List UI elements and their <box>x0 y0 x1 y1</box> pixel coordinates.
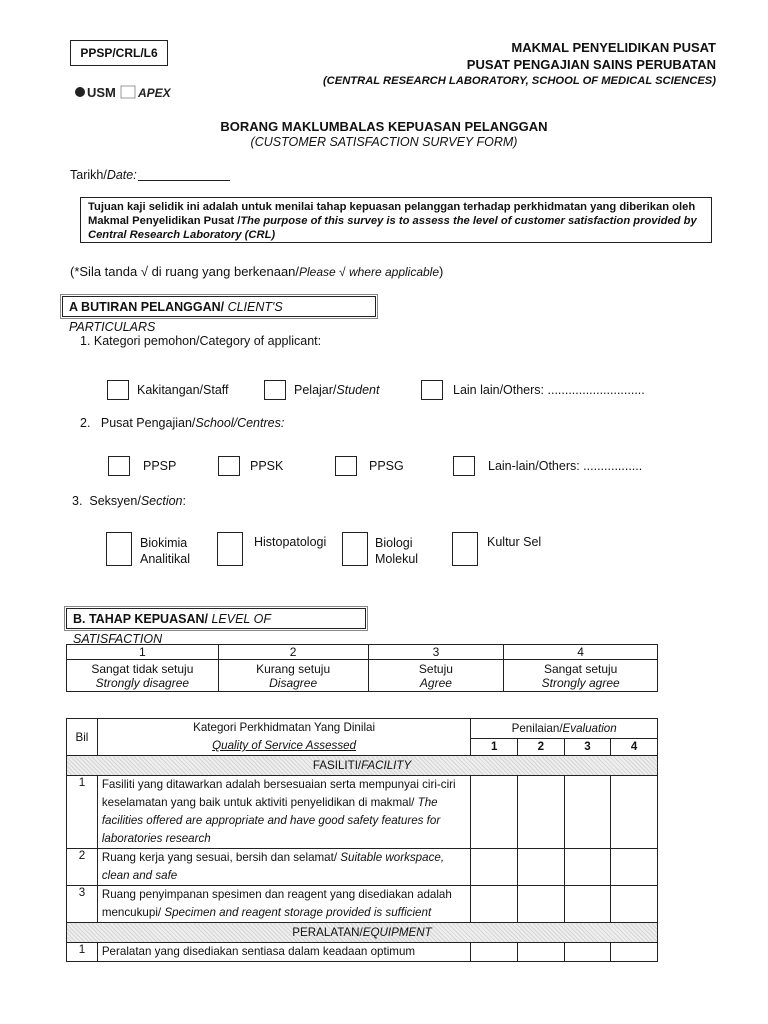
q3-text-ms: Seksyen/ <box>89 494 141 508</box>
row-text-ms: Ruang kerja yang sesuai, bersih dan selamat/ <box>101 851 338 864</box>
row-num: 3 <box>67 886 98 923</box>
col-eval-en: Evaluation <box>562 721 617 735</box>
category-facility-ms: FASILITI/ <box>312 759 362 772</box>
instruction-en: Please √ where applicable <box>299 265 440 279</box>
row-text-ms: Fasiliti yang ditawarkan adalah bersesuaian serta mempunyai ciri-ciri keselamatan yang baik untuk aktiviti penyelidikan di makmal/ <box>101 778 456 809</box>
option-student <box>294 383 379 397</box>
row-num: 1 <box>67 943 98 962</box>
option-biologi-line2: Molekul <box>375 552 419 566</box>
intro-box <box>80 197 712 243</box>
option-others-school: Lain-lain/Others: ................. <box>488 459 643 473</box>
rating-cell-1[interactable] <box>471 886 518 923</box>
option-biologi-molekul <box>375 535 418 567</box>
option-student-en: Student <box>336 383 380 397</box>
row-num: 1 <box>67 776 98 849</box>
eval-num-2: 2 <box>518 738 565 755</box>
rating-cell-4[interactable] <box>611 849 658 886</box>
eval-num-4: 4 <box>611 738 658 755</box>
table-row <box>67 776 658 849</box>
form-code-box <box>70 40 168 66</box>
org-line-3: (CENTRAL RESEARCH LABORATORY, SCHOOL OF MEDICAL SCIENCES) <box>322 75 716 87</box>
section-b-label-ms: B. TAHAP KEPUASAN/ <box>73 612 208 626</box>
q1-text: 1. Kategori pemohon/Category of applicant: <box>80 334 322 348</box>
option-staff: Kakitangan/Staff <box>137 383 229 397</box>
table-row <box>67 886 658 923</box>
scale-label-cell <box>504 660 658 692</box>
form-title: BORANG MAKLUMBALAS KEPUASAN PELANGGAN <box>220 119 548 134</box>
instruction-ms: (*Sila tanda √ di ruang yang berkenaan/ <box>70 264 300 279</box>
row-text <box>97 776 471 849</box>
row-text-ms: Ruang penyimpanan spesimen dan reagent yang disediakan adalah mencukupi/ <box>101 888 452 919</box>
section-a-heading <box>62 296 376 334</box>
option-biologi-line1: Biologi <box>375 536 413 550</box>
date-label-ms: Tarikh/ <box>70 168 107 182</box>
option-biokimia <box>140 535 190 567</box>
scale-label-cell <box>368 660 504 692</box>
scale-num: 3 <box>368 645 504 660</box>
scale-num: 4 <box>504 645 658 660</box>
rating-cell-2[interactable] <box>518 886 565 923</box>
row-text <box>97 943 471 962</box>
q3-text-en: Section <box>140 494 183 508</box>
date-input-line[interactable] <box>138 180 230 181</box>
category-row-equipment <box>67 923 658 943</box>
instruction <box>70 264 443 279</box>
rating-cell-2[interactable] <box>518 849 565 886</box>
satisfaction-scale-table <box>66 644 658 692</box>
category-equipment <box>67 923 658 943</box>
scale-label-row <box>67 660 658 692</box>
form-subtitle: (CUSTOMER SATISFACTION SURVEY FORM) <box>250 135 518 149</box>
section-a-label-ms: A BUTIRAN PELANGGAN/ <box>69 300 225 314</box>
checkbox-biologi-molekul[interactable] <box>342 532 368 566</box>
eval-num-3: 3 <box>564 738 611 755</box>
scale-label-en: Strongly agree <box>541 675 620 690</box>
option-ppsk: PPSK <box>250 459 284 473</box>
org-line-2: PUSAT PENGAJIAN SAINS PERUBATAN <box>466 57 716 72</box>
option-biokimia-line2: Analitikal <box>140 552 191 566</box>
q3-text <box>72 494 186 508</box>
section-a-label-en: CLIENT'S PARTICULARS <box>69 300 283 334</box>
category-facility-en: FACILITY <box>361 759 412 772</box>
row-text-ms: Peralatan yang disediakan sentiasa dalam keadaan optimum <box>101 945 416 958</box>
table-header-row-1 <box>67 719 658 739</box>
checkbox-biokimia[interactable] <box>106 532 132 566</box>
q2-text <box>80 416 284 430</box>
date-row <box>70 168 137 182</box>
col-category-en: Quality of Service Assessed <box>212 739 357 752</box>
scale-num: 1 <box>67 645 219 660</box>
section-b-heading <box>66 608 366 646</box>
col-eval-ms: Penilaian/ <box>511 721 563 735</box>
scale-label-cell <box>67 660 219 692</box>
checkbox-ppsp[interactable] <box>108 456 130 476</box>
rating-cell-3[interactable] <box>564 943 611 962</box>
checkbox-ppsg[interactable] <box>335 456 357 476</box>
svg-text:APEX: APEX <box>138 86 171 100</box>
intro-text-ms: Tujuan kaji selidik ini adalah untuk menilai tahap kepuasan pelanggan terhadap perkhidmatan yang diberikan oleh Makmal Penyelidikan Pusat / <box>88 201 696 227</box>
checkbox-kultur-sel[interactable] <box>452 532 478 566</box>
svg-text:USM: USM <box>87 85 116 100</box>
option-others-applicant: Lain lain/Others: ............................ <box>453 383 645 397</box>
checkbox-student[interactable] <box>264 380 286 400</box>
col-category-header <box>97 719 471 756</box>
category-facility <box>67 756 658 776</box>
rating-cell-1[interactable] <box>471 776 518 849</box>
evaluation-table <box>66 718 658 962</box>
option-biokimia-line1: Biokimia <box>140 536 188 550</box>
col-category-ms: Kategori Perkhidmatan Yang Dinilai <box>193 721 376 734</box>
scale-label-ms: Sangat setuju <box>543 661 618 676</box>
q3-colon: : <box>182 494 186 508</box>
q2-text-en: School/Centres: <box>195 416 285 430</box>
form-code: PPSP/CRL/L6 <box>80 46 158 60</box>
rating-cell-3[interactable] <box>564 849 611 886</box>
usm-apex-logo <box>74 82 174 102</box>
row-text-en: The facilities offered are appropriate and have good safety features for laboratories research <box>101 796 441 845</box>
option-ppsg: PPSG <box>369 459 404 473</box>
instruction-close: ) <box>439 264 444 279</box>
rating-cell-3[interactable] <box>564 776 611 849</box>
category-equipment-ms: PERALATAN/ <box>292 926 363 939</box>
option-student-ms: Pelajar/ <box>294 383 337 397</box>
rating-cell-1[interactable] <box>471 849 518 886</box>
checkbox-histopatologi[interactable] <box>217 532 243 566</box>
rating-cell-2[interactable] <box>518 776 565 849</box>
row-num: 2 <box>67 849 98 886</box>
q2-text-ms: Pusat Pengajian/ <box>100 416 196 430</box>
q3-num: 3. <box>72 494 83 508</box>
scale-number-row <box>67 645 658 660</box>
rating-cell-1[interactable] <box>471 943 518 962</box>
rating-cell-4[interactable] <box>611 886 658 923</box>
scale-label-ms: Setuju <box>418 661 453 676</box>
category-row-facility <box>67 756 658 776</box>
q2-num: 2. <box>80 416 91 430</box>
rating-cell-3[interactable] <box>564 886 611 923</box>
option-kultur-sel: Kultur Sel <box>487 535 542 549</box>
row-text <box>97 849 471 886</box>
checkbox-others-applicant[interactable] <box>421 380 443 400</box>
date-label-en: Date: <box>106 168 137 182</box>
rating-cell-4[interactable] <box>611 943 658 962</box>
option-ppsp: PPSP <box>143 459 177 473</box>
category-equipment-en: EQUIPMENT <box>362 926 432 939</box>
scale-label-en: Disagree <box>269 675 318 690</box>
checkbox-ppsk[interactable] <box>218 456 240 476</box>
row-text-en: Specimen and reagent storage provided is sufficient <box>161 906 432 919</box>
table-row <box>67 943 658 962</box>
intro-text-en: The purpose of this survey is to assess the level of customer satisfaction provided by Central Research Laboratory (CRL) <box>88 215 697 241</box>
col-bil-header: Bil <box>67 719 98 756</box>
scale-label-cell <box>218 660 368 692</box>
checkbox-staff[interactable] <box>107 380 129 400</box>
scale-num: 2 <box>218 645 368 660</box>
col-evaluation-header <box>471 719 658 739</box>
section-b-label-en: LEVEL OF SATISFACTION <box>73 612 271 646</box>
org-line-1: MAKMAL PENYELIDIKAN PUSAT <box>511 40 716 55</box>
row-text-en: Suitable workspace, clean and safe <box>101 851 445 882</box>
eval-num-1: 1 <box>471 738 518 755</box>
scale-label-en: Strongly disagree <box>95 675 190 690</box>
table-row <box>67 849 658 886</box>
scale-label-ms: Kurang setuju <box>256 661 331 676</box>
row-text <box>97 886 471 923</box>
rating-cell-2[interactable] <box>518 943 565 962</box>
checkbox-others-school[interactable] <box>453 456 475 476</box>
option-histopatologi: Histopatologi <box>254 535 327 549</box>
scale-label-en: Agree <box>419 675 452 690</box>
scale-label-ms: Sangat tidak setuju <box>91 661 194 676</box>
rating-cell-4[interactable] <box>611 776 658 849</box>
